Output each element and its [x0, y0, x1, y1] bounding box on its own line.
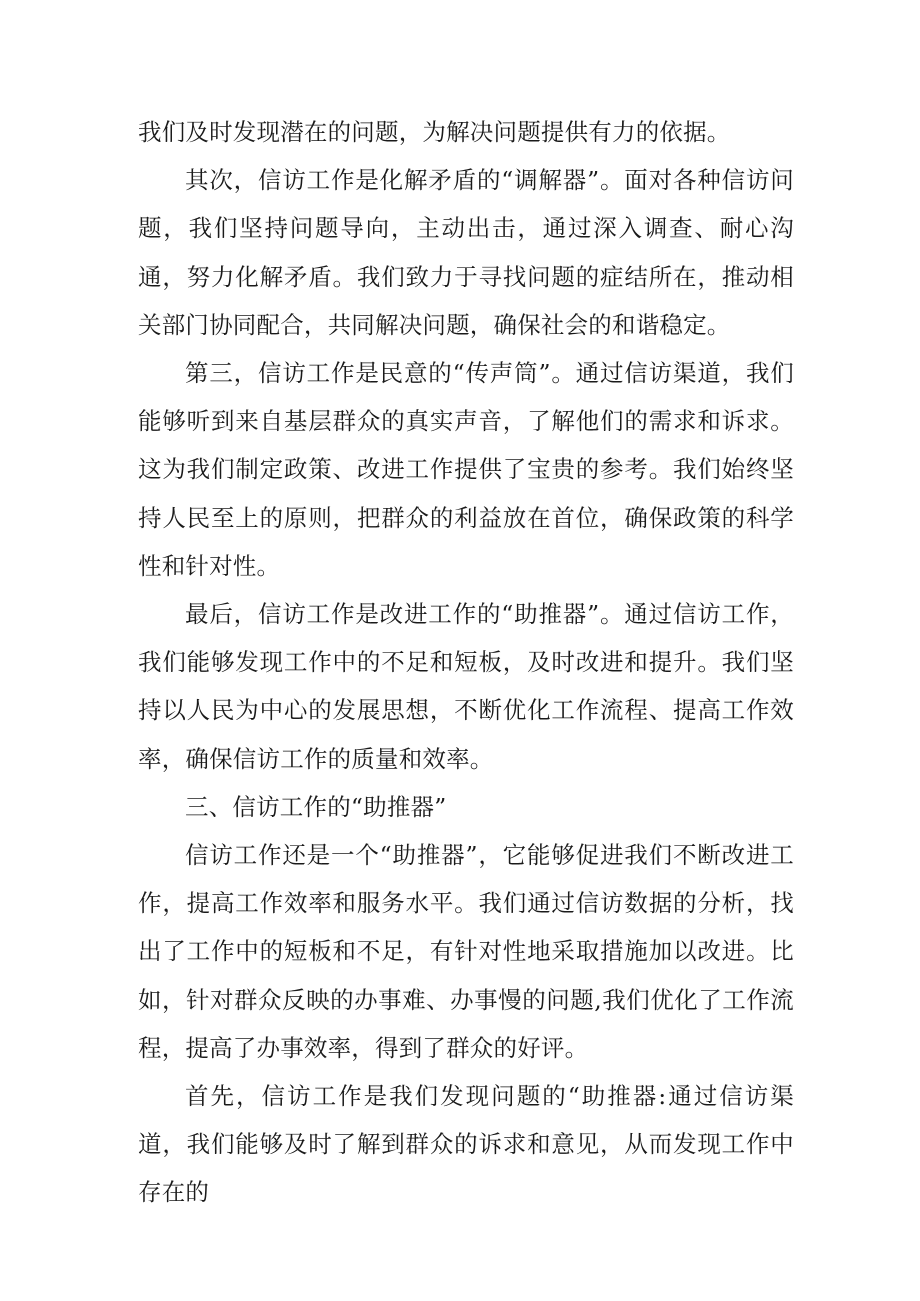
paragraph-4: 最后，信访工作是改进工作的“助推器”。通过信访工作，我们能够发现工作中的不足和短板，及时改进和提升。我们坚持以人民为中心的发展思想，不断优化工作流程、提高工作效率，确保信访工作的质量和效率。 [138, 600, 794, 773]
paragraph-2: 其次，信访工作是化解矛盾的“调解器”。面对各种信访问题，我们坚持问题导向，主动出击，通过深入调查、耐心沟通，努力化解矛盾。我们致力于寻找问题的症结所在，推动相关部门协同配合，共同解决问题，确保社会的和谐稳定。 [138, 166, 794, 339]
paragraph-5: 信访工作还是一个“助推器”，它能够促进我们不断改进工作，提高工作效率和服务水平。我们通过信访数据的分析，找出了工作中的短板和不足，有针对性地采取措施加以改进。比如，针对群众反映的办事难、办事慢的问题,我们优化了工作流程，提高了办事效率，得到了群众的好评。 [138, 841, 794, 1062]
paragraph-1: 我们及时发现潜在的问题，为解决问题提供有力的依据。 [138, 118, 731, 146]
paragraph-6: 首先，信访工作是我们发现问题的“助推器:通过信访渠道，我们能够及时了解到群众的诉求和意见，从而发现工作中存在的 [138, 1082, 794, 1207]
section-heading-3: 三、信访工作的“助推器” [185, 792, 447, 821]
paragraph-3: 第三，信访工作是民意的“传声筒”。通过信访渠道，我们能够听到来自基层群众的真实声音，了解他们的需求和诉求。这为我们制定政策、改进工作提供了宝贵的参考。我们始终坚持人民至上的原则，把群众的利益放在首位，确保政策的科学性和针对性。 [138, 359, 794, 580]
document-body [138, 108, 794, 1217]
